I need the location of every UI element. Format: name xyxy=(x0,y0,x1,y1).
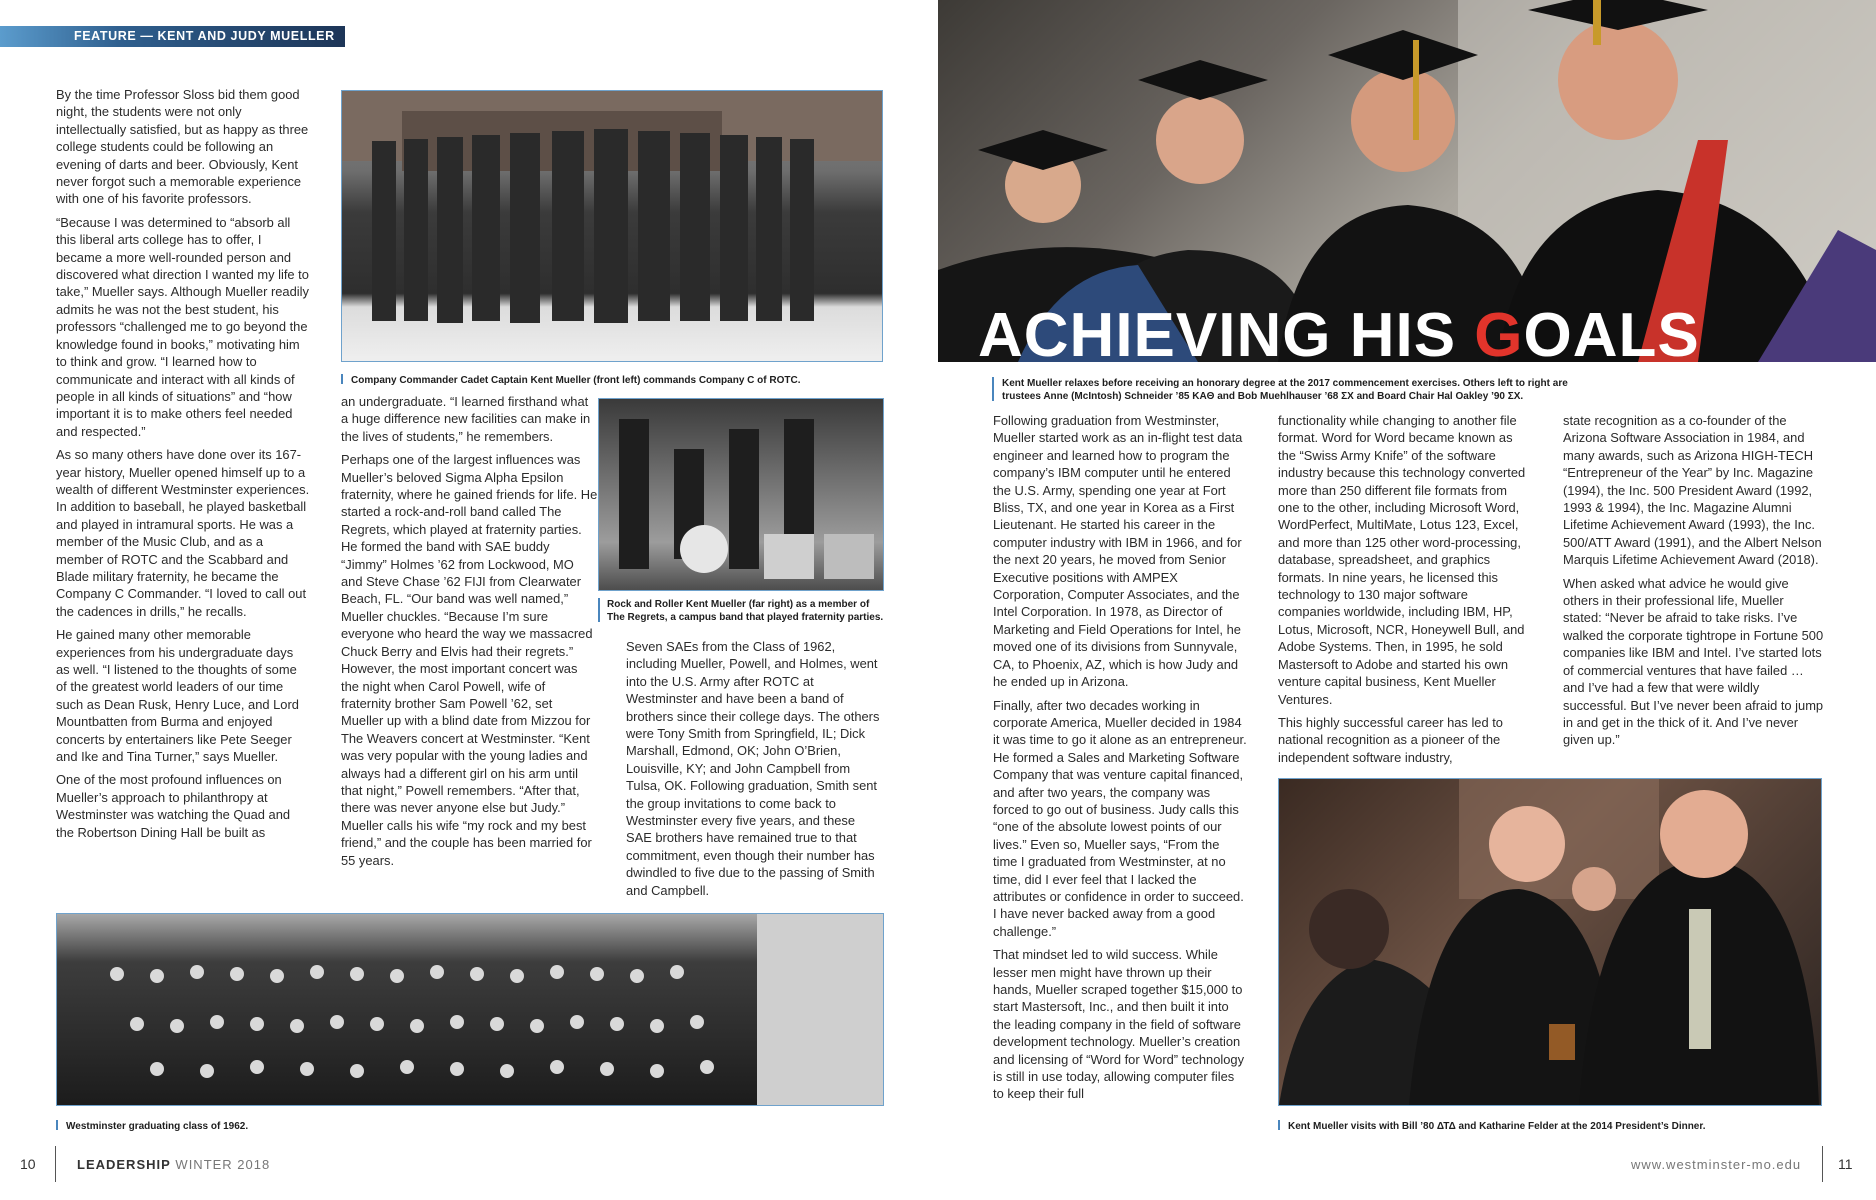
footer-brand: LEADERSHIP xyxy=(77,1157,171,1172)
band-graphic xyxy=(599,399,883,590)
article-column-4 xyxy=(993,412,1247,1136)
footer-issue: WINTER 2018 xyxy=(175,1157,271,1172)
paragraph: Perhaps one of the largest influences was Mueller’s beloved Sigma Alpha Epsilon fraternity, where he gained friends for life. He started a rock-and-roll band called The Regrets, which played at fraternity parties. He formed the band with SAE buddy “Jimmy” Holmes ’62 from Lockwood, MO and Steve Chase ’62 FIJI from Clearwater Beach, FL. “Our band was well named,” Mueller chuckles. “Because I’m sure everyone who heard the way we massacred Chuck Berry and Elvis had their regrets.” However, the most important concert was the night when Carol Powell, wife of fraternity brother Sam Powell ’62, set Mueller up with a blind date from Mizzou for The Weavers concert at Westminster. “Kent was very popular with the young ladies and always had a different girl on his arm until that night,” Powell remembers. “After that, there was never anyone else but Judy.” Mueller calls his wife “my rock and my best friend,” and the couple has been married for 55 years. xyxy=(341,452,598,868)
paragraph: That mindset led to wild success. While lesser men might have thrown up their hands, Mueller scraped together $15,000 to start Mastersoft, Inc., and then built it into the leading company in the field of software development technology. Mueller’s creation and licensing of “Word for Word” technology is still in use today, allowing computer files to keep their full xyxy=(993,947,1245,1102)
rotc-cadets-graphic xyxy=(342,91,882,361)
paragraph: One of the most profound influences on Mueller’s approach to philanthropy at Westminster was watching the Quad and the Robertson Dining Hall be built as xyxy=(56,772,291,840)
section-banner xyxy=(0,26,345,47)
paragraph: He gained many other memorable experiences from his undergraduate days as well. “I listened to the thoughts of some of the greatest world leaders of our time such as Dean Rusk, Henry Luce, and Lord Mountbatten from Burma and enjoyed concerts by entertainers like Pete Seeger and Ike and Tina Turner,” says Mueller. xyxy=(56,627,299,765)
footer-url[interactable]: www.westminster-mo.edu xyxy=(1631,1157,1802,1172)
headline-red-letter: G xyxy=(1474,301,1524,362)
footer-divider xyxy=(55,1146,56,1182)
paragraph: functionality while changing to another file format. Word for Word became known as the “Swiss Army Knife” of the software industry because this technology converted more than 250 different file formats from one to the other, including Microsoft Word, WordPerfect, MultiMate, Lotus 123, Excel, and more than 125 other word-processing, database, spreadsheet, and graphics formats. In nine years, he licensed this technology to 130 major software companies worldwide, including IBM, HP, Lotus, Microsoft, NCR, Honeywell Bull, and Adobe Systems. Then, in 1995, he sold Mastersoft to Adobe and started his own venture capital business, Kent Mueller Ventures. xyxy=(1278,413,1526,707)
paragraph: As so many others have done over its 167-year history, Mueller opened himself up to a wealth of different Westminster experiences. In addition to baseball, he played basketball and played in intramural sports. He was a member of the Music Club, and as a member of ROTC and the Scabbard and Blade military fraternity, he became the Company C Commander. “I loved to call out the cadences in drills,” he recalls. xyxy=(56,447,310,619)
page-number-left: 10 xyxy=(20,1156,36,1172)
headline-part-2: OALS xyxy=(1523,301,1700,362)
footer-publication xyxy=(77,1157,270,1172)
footer-divider xyxy=(1822,1146,1823,1182)
article-column-3 xyxy=(626,638,884,908)
article-column-5 xyxy=(1278,412,1532,772)
headline-part-1: ACHIEVING HIS xyxy=(978,301,1475,362)
commencement-hero-photo xyxy=(938,0,1876,362)
section-banner-label: FEATURE — KENT AND JUDY MUELLER xyxy=(74,29,335,43)
graduating-class-photo xyxy=(56,913,884,1106)
paragraph: “Because I was determined to “absorb all this liberal arts college has to offer, I became a more well-rounded person and discovered what direction I wanted my life to take,” Mueller says. Although Mueller readily admits he was not the best student, his professors “challenged me to go beyond the knowledge found in books,” motivating him to think and grow. “I learned how to communicate and interact with all kinds of people in all kinds of situations” and “how important it is to make others feel needed and respected.” xyxy=(56,214,309,439)
article-headline xyxy=(978,300,1700,362)
rotc-photo xyxy=(341,90,883,362)
dinner-caption: Kent Mueller visits with Bill ’80 ΔΤΔ and Katharine Felder at the 2014 President’s Dinner. xyxy=(1288,1121,1706,1132)
paragraph: state recognition as a co-founder of the Arizona Software Association in 1984, and many awards, such as Arizona HIGH-TECH “Entrepreneur of the Year” by Inc. Magazine (1994), the Inc. 500 President Award (1992, 1993 & 1994), the Inc. Magazine Alumni Lifetime Achievement Award (1993), the Inc. 500/ATT Award (1991), and the Albert Nelson Marquis Lifetime Achievement Award (2018). xyxy=(1563,413,1822,568)
graduates-graphic xyxy=(57,914,883,1105)
band-caption: Rock and Roller Kent Mueller (far right) as a member of The Regrets, a campus band that played fraternity parties. xyxy=(607,599,884,623)
paragraph: This highly successful career has led to national recognition as a pioneer of the independent software industry, xyxy=(1278,714,1503,765)
page-number-right: 11 xyxy=(1838,1156,1853,1172)
paragraph: Seven SAEs from the Class of 1962, including Mueller, Powell, and Holmes, went into the U.S. Army after ROTC at Westminster and have been a band of brothers since their college days. The others were Tony Smith from Springfield, IL; Dick Marshall, Edmond, OK; John O’Brien, Louisville, KY; and John Campbell from Tulsa, OK. Following graduation, Smith sent the group invitations to come back to Westminster every five years, and these SAE brothers have remained true to that commitment, even though their number has dwindled to five due to the passing of Smith and Campbell. xyxy=(626,639,880,898)
caption-marker xyxy=(56,1120,58,1130)
caption-marker xyxy=(992,377,994,401)
paragraph: Finally, after two decades working in corporate America, Mueller decided in 1984 it was time to go it alone as an entrepreneur. He formed a Sales and Marketing Software Company that was venture capital financed, and after two years, the company was forced to go out of business. Judy calls this “one of the absolute lowest points of our lives.” Even so, Mueller says, “From the time I graduated from Westminster, at no time, did I ever feel that I lacked the attributes or confidence in order to succeed. I have never backed away from a good challenge.” xyxy=(993,697,1247,939)
paragraph: Following graduation from Westminster, Mueller started work as an in-flight test data engineer and learned how to program the company’s IBM computer until he entered the U.S. Army, spending one year at Fort Bliss, TX, and one year in Korea as a First Lieutenant. He started his career in the computer industry with IBM in 1966, and for the next 20 years, he moved from Senior Executive positions with AMPEX Corporation, Computer Associates, and the Intel Corporation. In 1978, as Director of Marketing and Field Operations for Intel, he moved one of its divisions from Sunnyvale, CA, to Phoenix, AZ, which is how Judy and he ended up in Arizona. xyxy=(993,413,1243,690)
graduating-caption: Westminster graduating class of 1962. xyxy=(66,1121,249,1132)
article-column-1 xyxy=(56,86,310,906)
caption-marker xyxy=(1278,1120,1280,1130)
article-column-6 xyxy=(1563,412,1825,772)
commencement-caption: Kent Mueller relaxes before receiving an honorary degree at the 2017 commencement exercises. Others left to right are trustees Anne (McIntosh) Schneider ’85 KAΘ and Bob Muehlhauser ’68 ΣX and Board Chair Hal Oakley ’90 ΣX. xyxy=(1002,378,1568,402)
paragraph: By the time Professor Sloss bid them good night, the students were not only intellectually satisfied, but as happy as three college students could be following an evening of darts and beer. Obviously, Kent never forgot such a memorable experience with one of his favorite professors. xyxy=(56,87,309,207)
dinner-photo xyxy=(1278,778,1822,1106)
rotc-caption: Company Commander Cadet Captain Kent Mueller (front left) commands Company C of ROTC. xyxy=(351,375,801,386)
article-column-2 xyxy=(341,393,598,903)
caption-marker xyxy=(598,598,600,622)
dinner-graphic xyxy=(1279,779,1821,1105)
band-photo xyxy=(598,398,884,591)
caption-marker xyxy=(341,374,343,384)
paragraph: When asked what advice he would give others in their professional life, Mueller stated: “Never be afraid to take risks. I’ve walked the corporate tightrope in Fortune 500 companies like IBM and Intel. I’ve started lots of commercial ventures that have failed … and I’ve had a few that were wildly successful. But I’ve never been afraid to jump in and get in the thick of it. And I’ve never given up.” xyxy=(1563,575,1824,748)
paragraph: an undergraduate. “I learned firsthand what a huge difference new facilities can make in the lives of students,” he remembers. xyxy=(341,394,591,444)
